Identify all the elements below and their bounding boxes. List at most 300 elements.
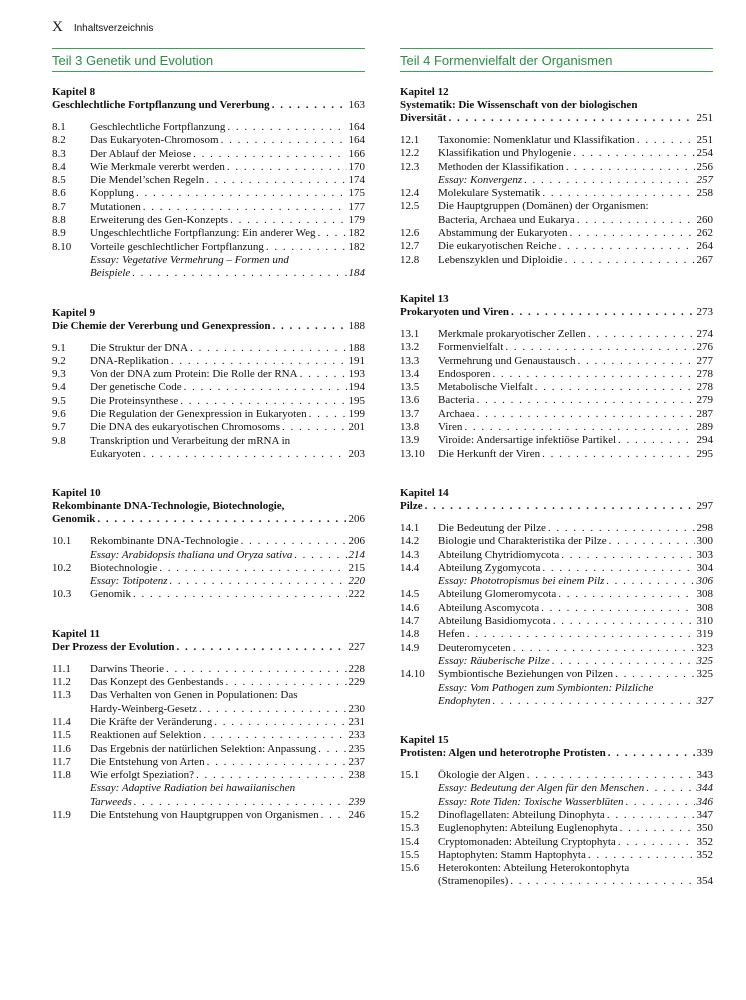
entry-text: Bacteria [438,394,475,407]
page-number: 254 [696,147,713,160]
section-entry [400,187,713,200]
section-body [90,187,365,200]
section-body [438,434,713,447]
section-number [400,682,438,709]
section-entry [52,121,365,134]
section-number: 8.9 [52,227,66,240]
section-line [438,809,713,822]
section-number: 13.1 [400,327,420,340]
page-number: 278 [696,367,713,380]
section-entry [400,562,713,575]
section-body [90,174,365,187]
section-body [90,549,365,562]
page-number: 273 [696,305,713,318]
entry-text: Molekulare Systematik [438,187,541,200]
section-entry [52,562,365,575]
chapter-block [52,628,365,823]
section-entry [52,435,365,462]
chapter-block [52,487,365,601]
chapter-title [52,320,365,333]
section-line [90,535,365,548]
section-number: 15.3 [400,822,420,835]
section-line: Transkription und Verarbeitung der mRNA in [90,434,291,447]
dot-leader [620,822,695,835]
section-body [438,668,713,681]
entry-text: (Stramenopiles) [438,875,509,888]
entry-text: Die Herkunft der Viren [438,447,541,460]
section-body [438,822,713,835]
chapter-title [400,99,713,125]
entry-text: Cryptomonaden: Abteilung Cryptophyta [438,835,616,848]
section-line [90,575,365,588]
dot-leader [203,729,346,742]
dot-leader [548,522,695,535]
essay-entry [400,796,713,809]
section-body [90,743,365,756]
entry-text: Der Ablauf der Meiose [90,147,192,160]
running-title: Inhaltsverzeichnis [73,23,154,34]
dot-leader [559,240,695,253]
dot-leader [646,782,694,795]
section-body [90,355,365,368]
dot-leader [133,588,347,601]
page-number: 222 [348,588,365,601]
section-line: Essay: Vegetative Vermehrung – Formen und [90,253,289,266]
section-number [400,655,438,668]
dot-leader [241,535,347,548]
dot-leader [607,809,695,822]
dot-leader [542,448,694,461]
section-number: 11.8 [52,769,71,782]
entry-text: Die Proteinsynthese [90,394,179,407]
entry-text: Der Prozess der Evolution [52,640,175,653]
section-body [90,408,365,421]
page-number: 308 [696,601,713,614]
dot-leader [541,602,694,615]
section-body [90,161,365,174]
section-entry [52,174,365,187]
section-line [90,408,365,421]
section-body [438,836,713,849]
chapter-title-line [52,641,365,654]
section-line [438,227,713,240]
section-number: 12.8 [400,253,420,266]
section-body [438,408,713,421]
page-number: 339 [696,747,713,760]
section-body [438,341,713,354]
section-line [438,668,713,681]
entry-text: Pilze [400,499,423,512]
section-entry [52,421,365,434]
section-line [438,421,713,434]
dot-leader [193,148,346,161]
section-number: 9.4 [52,381,66,394]
entry-text: Wie erfolgt Speziation? [90,769,195,782]
section-entry [400,602,713,615]
section-number: 11.1 [52,662,71,675]
dot-leader [552,655,695,668]
entry-text: Taxonomie: Nomenklatur und Klassifikation [438,134,635,146]
dot-leader [467,628,695,641]
chapter-title-line: Systematik: Die Wissenschaft von der biologischen [400,99,638,111]
entry-text: Archaea [438,407,475,420]
entry-text: Tarweeds [90,795,132,808]
page-number: 262 [696,227,713,240]
page-number: 195 [348,394,365,407]
section-number [52,575,90,588]
entry-text: Das Ergebnis der natürlichen Selektion: Anpassung [90,742,317,755]
section-entry [52,743,365,756]
section-body [438,421,713,434]
page-number: 163 [348,99,365,111]
dot-leader [535,381,695,394]
section-line [90,395,365,408]
dot-leader [221,134,347,147]
section-line [90,342,365,355]
page-number: 215 [348,561,365,574]
section-body [438,849,713,862]
section-number: 11.5 [52,729,71,742]
section-line [438,434,713,447]
section-entry [52,187,365,200]
part-heading: Teil 3 Genetik und Evolution [52,48,365,72]
page-number: 354 [696,875,713,888]
page-number: 343 [696,769,713,782]
section-number: 15.2 [400,808,420,821]
chapter-title-line [52,320,365,333]
dot-leader [180,395,346,408]
section-entry [400,615,713,628]
section-line [438,642,713,655]
section-list [400,769,713,889]
section-entry [52,214,365,227]
section-body [90,241,365,254]
section-number: 15.6 [400,862,420,875]
dot-leader [143,201,347,214]
section-entry [400,862,713,889]
page-number: 251 [696,134,713,146]
dot-leader [171,355,347,368]
section-number: 13.10 [400,447,425,460]
section-body [90,756,365,769]
section-body [438,240,713,253]
section-line [90,676,365,689]
entry-text: Die Entstehung von Arten [90,755,205,768]
dot-leader [321,809,347,822]
dot-leader [214,716,346,729]
page-number: 323 [696,641,713,654]
page-number: 182 [348,227,365,240]
chapter-label: Kapitel 14 [400,486,449,499]
entry-text: Die DNA des eukaryotischen Chromosoms [90,421,281,434]
section-body [438,769,713,782]
section-body [90,535,365,548]
entry-text: Reaktionen auf Selektion [90,729,202,742]
entry-text: Protisten: Algen und heterotrophe Protisten [400,747,606,760]
section-body [438,655,713,668]
entry-text: Essay: Totipotenz [90,575,168,588]
dot-leader [97,513,346,526]
section-body [438,796,713,809]
page-number: 251 [696,112,713,124]
section-body [438,161,713,174]
dot-leader [170,575,347,588]
page-number: 228 [348,662,365,675]
chapter-title-line: Rekombinante DNA-Technologie, Biotechnologie, [52,500,285,513]
section-list [52,121,365,281]
page-number: 346 [696,795,713,808]
page-number: 298 [696,521,713,534]
page-number: 175 [348,187,365,200]
section-list [52,342,365,462]
entry-text: Viroide: Andersartige infektiöse Partikel [438,434,617,447]
section-entry [400,421,713,434]
toc-column-right [400,48,713,889]
entry-text: Abteilung Chytridiomycota [438,548,560,561]
section-line [438,588,713,601]
page-number: 257 [696,173,713,186]
section-line [90,588,365,601]
section-entry [400,769,713,782]
section-entry [400,328,713,341]
section-entry [400,408,713,421]
dot-leader [190,342,346,355]
section-number: 14.10 [400,668,425,681]
section-number [400,796,438,809]
section-body [90,368,365,381]
dot-leader [577,355,694,368]
section-entry [400,642,713,655]
section-line [90,809,365,822]
section-line [438,836,713,849]
section-entry [52,663,365,676]
section-body [438,355,713,368]
chapter-label: Kapitel 11 [52,627,100,640]
page-number: 229 [348,676,365,689]
dot-leader [493,695,695,708]
entry-text: Die Chemie der Vererbung und Genexpression [52,319,271,332]
entry-text: Beispiele [90,267,131,280]
section-number: 10.2 [52,561,72,574]
page-number: 276 [696,341,713,354]
dot-leader [272,99,347,112]
chapter-block [400,734,713,889]
dot-leader [227,161,347,174]
section-number: 12.4 [400,187,420,200]
dot-leader [615,668,694,681]
entry-text: Dinoflagellaten: Abteilung Dinophyta [438,808,605,821]
section-entry [52,756,365,769]
section-line [438,655,713,668]
section-entry [52,408,365,421]
chapter-label: Kapitel 10 [52,487,101,500]
dot-leader [273,320,347,333]
page-number: 201 [348,421,365,434]
section-body [438,254,713,267]
section-number: 13.5 [400,381,420,394]
section-number: 15.5 [400,848,420,861]
section-entry [52,535,365,548]
section-line [438,535,713,548]
section-number: 8.8 [52,214,66,227]
chapter-title [52,500,365,526]
essay-entry [400,655,713,668]
section-body [438,535,713,548]
essay-entry [52,254,365,281]
page-number: 179 [348,214,365,227]
entry-text: Rekombinante DNA-Technologie [90,535,239,548]
page-number: 279 [696,394,713,407]
section-body [438,862,713,889]
entry-text: Metabolische Vielfalt [438,381,533,394]
section-entry [52,716,365,729]
chapter-title-line [52,513,365,526]
entry-text: Die Regulation der Genexpression in Eukaryoten [90,408,307,421]
section-line [438,849,713,862]
section-number: 8.10 [52,240,72,253]
section-number [52,549,90,562]
page-number: 295 [696,447,713,460]
dot-leader [573,147,694,160]
section-entry [400,368,713,381]
section-line [90,562,365,575]
page-number: 274 [696,327,713,340]
section-entry [400,588,713,601]
section-entry [400,836,713,849]
page-number: 319 [696,628,713,641]
section-line [438,174,713,187]
chapter-block [400,487,713,708]
section-line [90,756,365,769]
section-line [438,822,713,835]
section-number: 14.6 [400,601,420,614]
section-entry [52,201,365,214]
section-line [90,796,365,809]
section-line [438,562,713,575]
section-line [438,381,713,394]
section-list [52,535,365,601]
section-body [438,200,713,227]
section-entry [400,200,713,227]
section-line [438,575,713,588]
dot-leader [588,328,695,341]
section-body [438,642,713,655]
page-number: 191 [348,354,365,367]
page-number: 214 [348,548,365,561]
section-entry [52,161,365,174]
chapter-title [400,500,713,513]
section-number: 12.3 [400,160,420,173]
entry-text: Abteilung Basidiomycota [438,615,551,628]
section-list [400,522,713,708]
section-line [438,408,713,421]
dot-leader [511,306,695,319]
section-number [400,782,438,795]
section-body [90,381,365,394]
page-number: 278 [696,381,713,394]
page-number: 304 [696,561,713,574]
chapter-title-line [52,99,365,112]
page-number: 174 [348,174,365,187]
section-entry [400,849,713,862]
entry-text: Merkmale prokaryotischer Zellen [438,327,586,340]
section-line [438,549,713,562]
page-number: 256 [696,160,713,173]
section-number: 11.9 [52,808,71,821]
entry-text: Die Mendel’schen Regeln [90,174,205,187]
dot-leader [565,254,695,267]
section-number: 14.7 [400,615,420,628]
dot-leader [166,663,346,676]
section-entry [400,628,713,641]
dot-leader [566,161,695,174]
section-number: 14.9 [400,641,420,654]
page-number: 239 [348,795,365,808]
section-line: Essay: Adaptive Radiation bei hawaiianischen [90,782,296,795]
dot-leader [626,796,695,809]
section-entry [400,147,713,160]
section-body [438,448,713,461]
section-line [90,729,365,742]
dot-leader [553,615,695,628]
entry-text: Hardy-Weinberg-Gesetz [90,702,198,715]
page-number: 164 [348,121,365,133]
entry-text: Von der DNA zum Protein: Die Rolle der RNA [90,368,298,381]
entry-text: Essay: Rote Tiden: Toxische Wasserblüten [438,795,624,808]
section-entry [52,355,365,368]
section-line [90,201,365,214]
entry-text: Das Konzept des Genbestands [90,676,224,689]
essay-entry [400,575,713,588]
section-entry [52,227,365,240]
section-number: 9.7 [52,421,66,434]
section-entry [52,134,365,147]
entry-text: Deuteromyceten [438,641,511,654]
section-body [90,395,365,408]
section-line [438,394,713,407]
page-number: 203 [348,447,365,460]
section-body [438,575,713,588]
section-body [438,147,713,160]
chapter-title [52,641,365,654]
section-line: Essay: Vom Pathogen zum Symbionten: Pilzliche [438,681,654,694]
dot-leader [132,267,346,280]
page-number: 303 [696,548,713,561]
dot-leader [570,227,695,240]
part-heading: Teil 4 Formenvielfalt der Organismen [400,48,713,72]
section-body [438,328,713,341]
section-line [90,134,365,147]
section-line: Das Verhalten von Genen in Populationen: Das [90,689,298,702]
page-number: 264 [696,240,713,253]
section-line [90,421,365,434]
page-number: 352 [696,835,713,848]
section-line [438,628,713,641]
dot-leader [542,187,694,200]
section-body [438,227,713,240]
section-entry [52,368,365,381]
entry-text: Darwins Theorie [90,662,165,675]
section-body [90,214,365,227]
dot-leader [282,421,346,434]
page-number: 188 [348,319,365,332]
page-header [52,19,153,36]
section-body [90,729,365,742]
section-number: 14.5 [400,588,420,601]
section-body [90,435,365,462]
section-line [438,782,713,795]
page-number: 206 [348,535,365,548]
